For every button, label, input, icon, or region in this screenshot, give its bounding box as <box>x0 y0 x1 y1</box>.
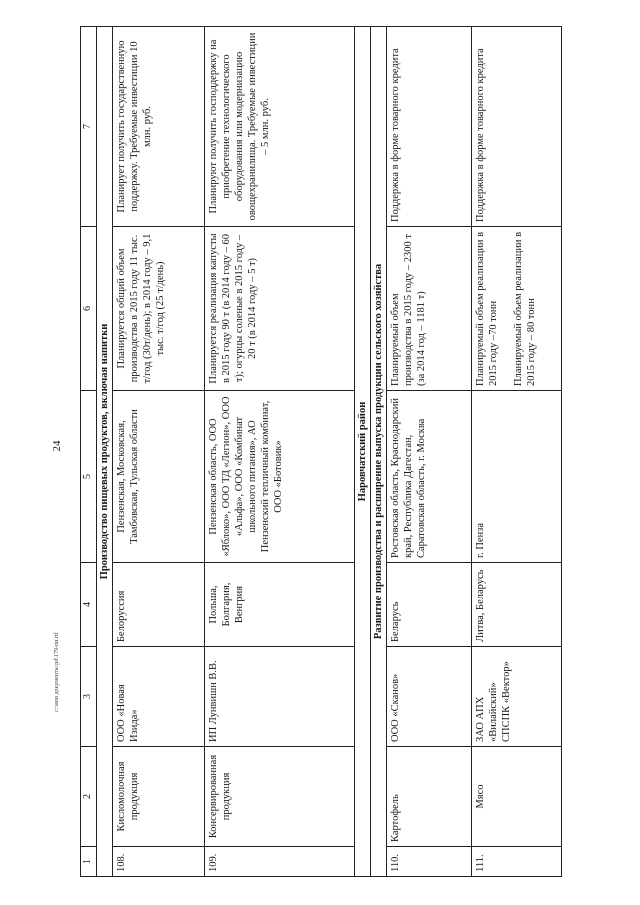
product-cell: Консервированная продукция <box>204 747 354 847</box>
row-number: 109. <box>204 847 354 877</box>
regions-cell: г. Пенза <box>471 391 561 563</box>
header-col-3: 3 <box>81 647 97 747</box>
table-row <box>204 27 354 877</box>
products-table <box>80 26 562 877</box>
row-number: 111. <box>471 847 561 877</box>
plan-cell: Планируется общий объем производства в 2015 году 11 тыс. т/год (30т/день); в 2014 году – 9,1 тыс. т/год (25 т/день) <box>112 227 204 391</box>
header-col-7: 7 <box>81 27 97 227</box>
footer-file-path: c:\мои документы\рd\179-пи.rtf <box>54 632 60 712</box>
district-title: Наровчатский район <box>354 27 370 877</box>
header-col-6: 6 <box>81 227 97 391</box>
country-cell: Польша, Болгария, Венгрия <box>204 563 354 647</box>
support-cell: Поддержка в форме товарного кредита <box>471 27 561 227</box>
table-row <box>471 27 561 877</box>
header-col-2: 2 <box>81 747 97 847</box>
plan-gap <box>500 231 512 386</box>
regions-cell: Ростовская область, Краснодарский край, Республика Дагестан, Саратовская область, г. Москва <box>386 391 471 563</box>
country-cell: Беларусь <box>386 563 471 647</box>
regions-cell: Пензенская, Московская, Тамбовская, Тульская области <box>112 391 204 563</box>
company-cell: ООО «Новая Изида» <box>112 647 204 747</box>
section-title: Развитие производства и расширение выпуска продукции сельского хозяйства <box>370 27 386 877</box>
product-cell: Кисломолочная продукция <box>112 747 204 847</box>
header-row <box>81 27 97 877</box>
section-title: Производство пищевых продуктов, включая напитки <box>96 27 112 877</box>
support-cell: Планирует получить государственную поддержку. Требуемые инвестиции 10 млн. руб. <box>112 27 204 227</box>
rotated-table-container <box>80 27 605 877</box>
support-cell: Планируют получить господдержку на приобретение технологического оборудования или модернизацию овощехранилища. Требуемые инвестиции – 5 млн. руб. <box>204 27 354 227</box>
plan-text-2: Планируемый объем реализации в 2015 году – 80 тонн <box>513 231 538 386</box>
product-cell: Картофель <box>386 747 471 847</box>
plan-cell <box>471 227 561 391</box>
country-cell: Белоруссия <box>112 563 204 647</box>
table-row <box>386 27 471 877</box>
country-cell: Литва, Беларусь <box>471 563 561 647</box>
header-col-4: 4 <box>81 563 97 647</box>
product-cell: Мясо <box>471 747 561 847</box>
plan-cell: Планируемый объем производства в 2015 году – 2300 т (за 2014 год – 1181 т) <box>386 227 471 391</box>
header-col-1: 1 <box>81 847 97 877</box>
row-number: 108. <box>112 847 204 877</box>
district-title-row <box>354 27 370 877</box>
support-cell: Поддержка в форме товарного кредита <box>386 27 471 227</box>
regions-cell: Пензенская область, ООО «Яблоко», ООО ТД «Легион», ООО «Альфа», ООО «Комбинат школьного питания», АО Пензенский тепличный комбинат, ООО «Ботовик» <box>204 391 354 563</box>
section-title-row <box>370 27 386 877</box>
company-cell: ЗАО АПХ «Вилайский» СПСПК «Вектор» <box>471 647 561 747</box>
header-col-5: 5 <box>81 391 97 563</box>
plan-text-1: Планируемый объем реализации в 2015 году –70 тонн <box>474 231 499 386</box>
page-number: 24 <box>51 440 63 452</box>
section-title-row <box>96 27 112 877</box>
plan-cell: Планируется реализация капусты в 2015 году 90 т (в 2014 году – 60 т); огурцы соленые в 2015 году – 20 т (в 2014 году – 5 т) <box>204 227 354 391</box>
company-cell: ИП Лунвишн В.В. <box>204 647 354 747</box>
company-cell: ООО «Сканов» <box>386 647 471 747</box>
row-number: 110. <box>386 847 471 877</box>
table-row <box>112 27 204 877</box>
